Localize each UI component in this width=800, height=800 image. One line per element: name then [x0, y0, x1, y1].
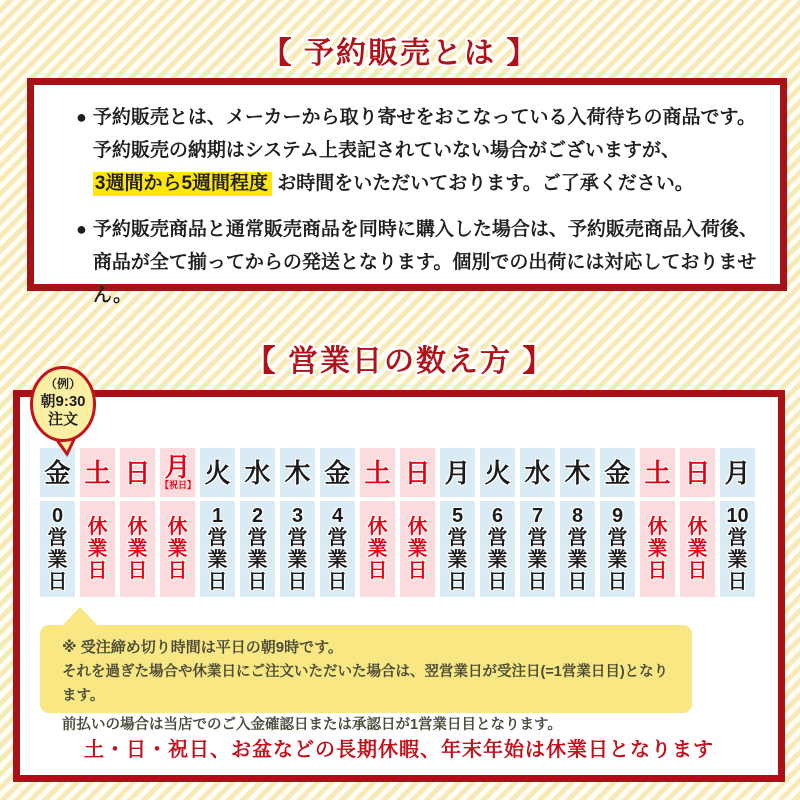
business-day-count-cell: 9 営 業 日	[600, 501, 635, 597]
day-cell: 土	[640, 448, 675, 497]
calendar-column	[440, 448, 475, 597]
preorder-bullet2-line1: 予約販売商品と通常販売商品を同時に購入した場合は、予約販売商品入荷後、	[92, 219, 758, 240]
calendar-column	[200, 448, 235, 597]
leadtime-highlight: 3週間から5週間程度	[93, 172, 272, 196]
business-day-count-cell: 7 営 業 日	[520, 501, 555, 597]
note-line3: 前払いの場合は当店でのご入金確認日または承認日が1営業日目となります。	[62, 717, 562, 733]
preorder-bullet2-line2: 商品が全て揃ってからの発送となります。個別での出荷には対応しておりません。	[92, 252, 757, 306]
business-day-count-cell: 6 営 業 日	[480, 501, 515, 597]
bubble-order-label: 注文	[47, 411, 78, 428]
closed-days-footer: 土・日・祝日、お盆などの長期休暇、年末年始は休業日となります	[84, 739, 714, 761]
business-day-count-cell: 休 業 日	[80, 501, 115, 597]
bubble-example-label: （例）	[44, 377, 81, 391]
business-day-calendar	[40, 448, 755, 597]
calendar-column	[600, 448, 635, 597]
example-order-bubble	[28, 365, 98, 457]
calendar-column	[400, 448, 435, 597]
business-day-count-cell: 休 業 日	[360, 501, 395, 597]
day-cell: 土	[360, 448, 395, 497]
holiday-note: 【祝日】	[160, 480, 197, 490]
business-day-count-cell: 2 営 業 日	[240, 501, 275, 597]
day-cell: 金	[320, 448, 355, 497]
day-cell: 日	[400, 448, 435, 497]
business-day-count-cell: 5 営 業 日	[440, 501, 475, 597]
note-line1: ※ 受注締め切り時間は平日の朝9時です。	[62, 639, 343, 656]
business-day-count-cell: 休 業 日	[680, 501, 715, 597]
day-cell: 月	[720, 448, 755, 497]
day-cell: 日	[680, 448, 715, 497]
day-cell: 火	[200, 448, 235, 497]
preorder-bullet1-line3-rest: お時間をいただいております。ご了承ください。	[272, 173, 694, 194]
note-line2: それを過ぎた場合や休業日にご注文いただいた場合は、翌営業日が受注日(=1営業日目)となります。	[62, 664, 669, 704]
business-day-count-cell: 休 業 日	[160, 501, 195, 597]
bubble-time-label: 朝9:30	[40, 393, 86, 410]
business-day-count-cell: 1 営 業 日	[200, 501, 235, 597]
calendar-column	[120, 448, 155, 597]
bubble-text	[28, 375, 98, 429]
calendar-column	[520, 448, 555, 597]
calendar-column	[280, 448, 315, 597]
day-cell: 日	[120, 448, 155, 497]
calendar-column	[160, 448, 195, 597]
business-day-count-cell: 休 業 日	[120, 501, 155, 597]
preorder-info-box	[27, 78, 787, 306]
calendar-column	[560, 448, 595, 597]
business-day-count-cell: 0 営 業 日	[40, 501, 75, 597]
business-day-count-cell: 3 営 業 日	[280, 501, 315, 597]
business-day-count-cell: 10 営 業 日	[720, 501, 755, 597]
calendar-column	[40, 448, 75, 597]
day-cell: 木	[280, 448, 315, 497]
calendar-column	[240, 448, 275, 597]
preorder-bullet-1	[76, 101, 760, 200]
day-cell: 水	[240, 448, 275, 497]
day-cell: 木	[560, 448, 595, 497]
preorder-bullet1-line2: 予約販売の納期はシステム上表記されていない場合がございますが、	[92, 140, 680, 161]
calendar-column	[320, 448, 355, 597]
order-deadline-note	[40, 625, 692, 733]
calendar-column	[680, 448, 715, 597]
day-cell: 金	[40, 448, 75, 497]
day-cell: 月	[440, 448, 475, 497]
day-cell: 金	[600, 448, 635, 497]
day-cell: 水	[520, 448, 555, 497]
businessdays-box	[13, 377, 785, 782]
calendar-column	[360, 448, 395, 597]
business-day-count-cell: 4 営 業 日	[320, 501, 355, 597]
calendar-column	[640, 448, 675, 597]
calendar-column	[480, 448, 515, 597]
businessdays-section-title: 【 営業日の数え方 】	[245, 345, 555, 378]
bullet-icon: ●	[76, 219, 87, 239]
preorder-section-title: 【 予約販売とは 】	[261, 37, 539, 70]
calendar-column	[80, 448, 115, 597]
note-pointer-triangle	[62, 607, 98, 626]
day-cell: 月 【祝日】	[160, 448, 195, 497]
business-day-count-cell: 休 業 日	[400, 501, 435, 597]
bullet-icon: ●	[76, 107, 87, 127]
business-day-count-cell: 8 営 業 日	[560, 501, 595, 597]
day-cell: 土	[80, 448, 115, 497]
preorder-bullet1-line1: 予約販売とは、メーカーから取り寄せをおこなっている入荷待ちの商品です。	[92, 107, 756, 128]
business-day-count-cell: 休 業 日	[640, 501, 675, 597]
preorder-bullet1-line3	[93, 167, 756, 200]
preorder-bullet-2	[76, 213, 760, 312]
calendar-column	[720, 448, 755, 597]
day-cell: 火	[480, 448, 515, 497]
